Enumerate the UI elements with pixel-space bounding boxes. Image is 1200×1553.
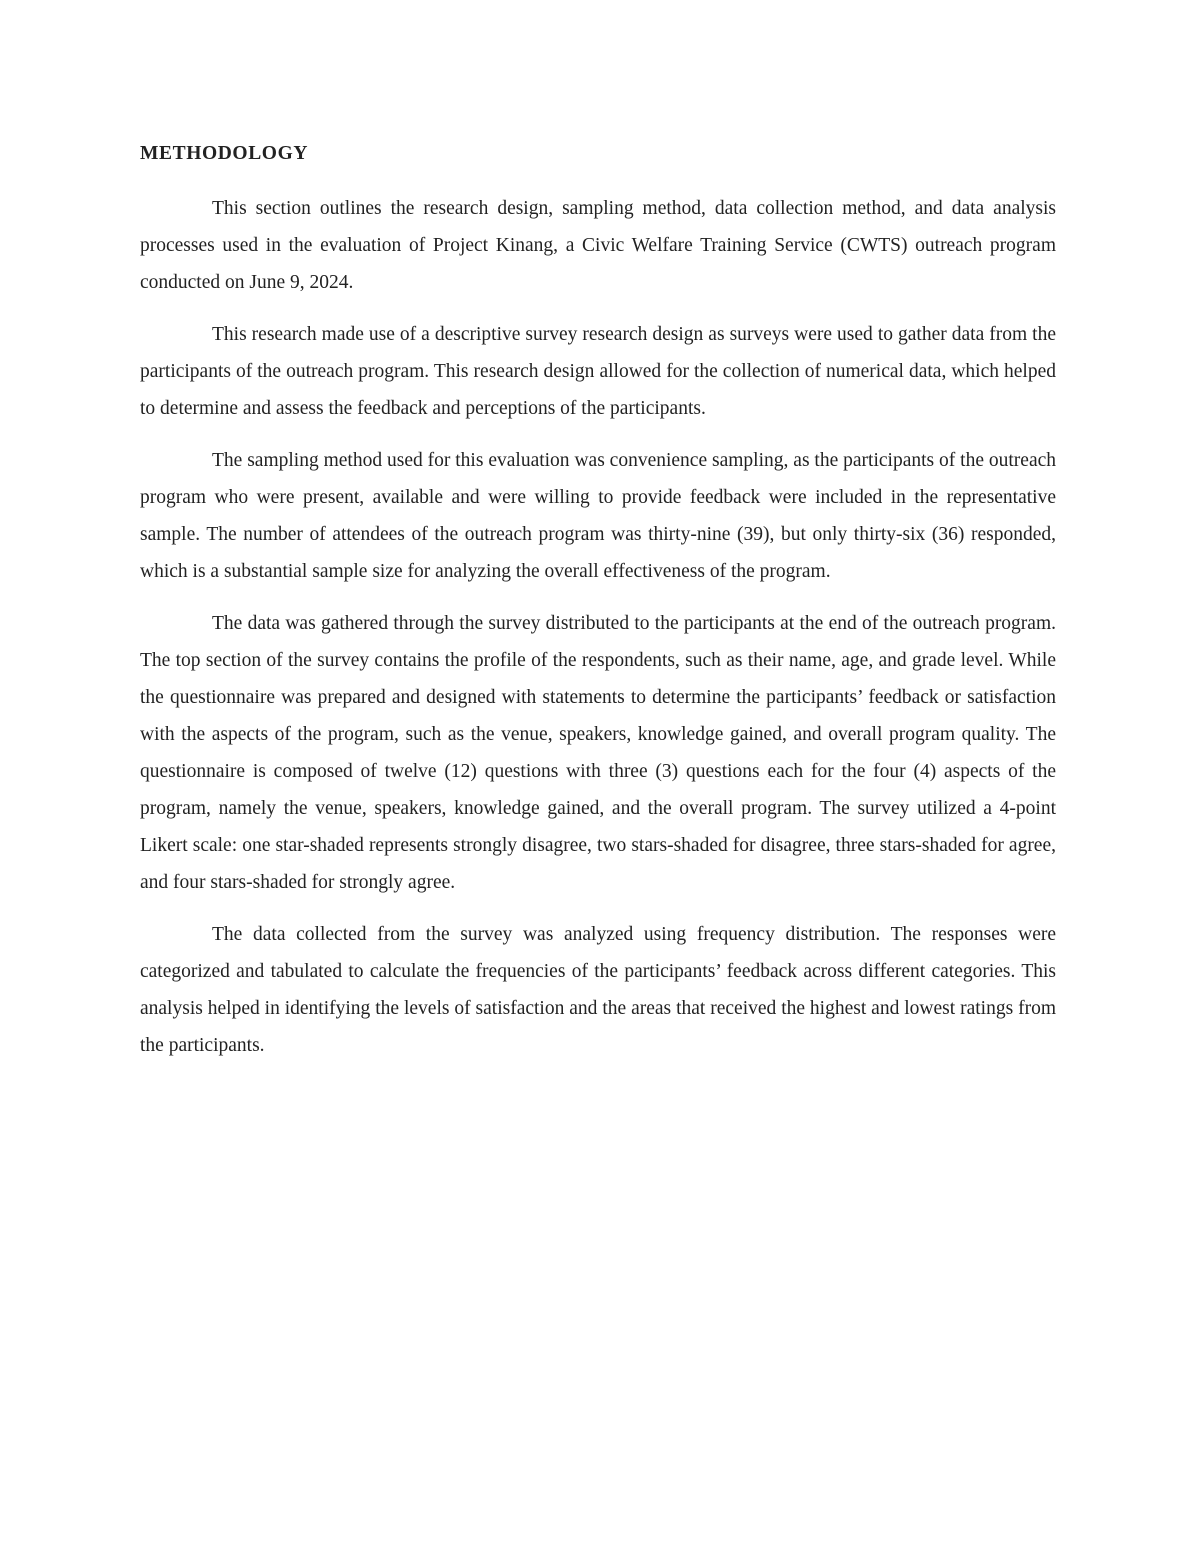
document-body xyxy=(140,141,1056,1079)
paragraph-data-analysis: The data collected from the survey was analyzed using frequency distribution. The responses were categorized and tabulated to calculate the frequencies of the participants’ feedback across different categories. This analysis helped in identifying the levels of satisfaction and the areas that received the highest and lowest ratings from the participants. xyxy=(140,924,1056,1056)
paragraph-sampling-method: The sampling method used for this evaluation was convenience sampling, as the participants of the outreach program who were present, available and were willing to provide feedback were included in the representative sample. The number of attendees of the outreach program was thirty-nine (39), but only thirty-six (36) responded, which is a substantial sample size for analyzing the overall effectiveness of the program. xyxy=(140,450,1056,582)
paragraph-research-design: This research made use of a descriptive survey research design as surveys were used to gather data from the participants of the outreach program. This research design allowed for the collection of numerical data, which helped to determine and assess the feedback and perceptions of the participants. xyxy=(140,324,1056,419)
section-heading: METHODOLOGY xyxy=(140,143,309,164)
paragraph-introduction: This section outlines the research design, sampling method, data collection method, and data analysis processes used in the evaluation of Project Kinang, a Civic Welfare Training Service (CWTS) outreach program conducted on June 9, 2024. xyxy=(140,198,1056,293)
paragraph-data-collection: The data was gathered through the survey distributed to the participants at the end of the outreach program. The top section of the survey contains the profile of the respondents, such as their name, age, and grade level. While the questionnaire was prepared and designed with statements to determine the participants’ feedback or satisfaction with the aspects of the program, such as the venue, speakers, knowledge gained, and overall program quality. The questionnaire is composed of twelve (12) questions with three (3) questions each for the four (4) aspects of the program, namely the venue, speakers, knowledge gained, and the overall program. The survey utilized a 4-point Likert scale: one star-shaded represents strongly disagree, two stars-shaded for disagree, three stars-shaded for agree, and four stars-shaded for strongly agree. xyxy=(140,613,1056,893)
